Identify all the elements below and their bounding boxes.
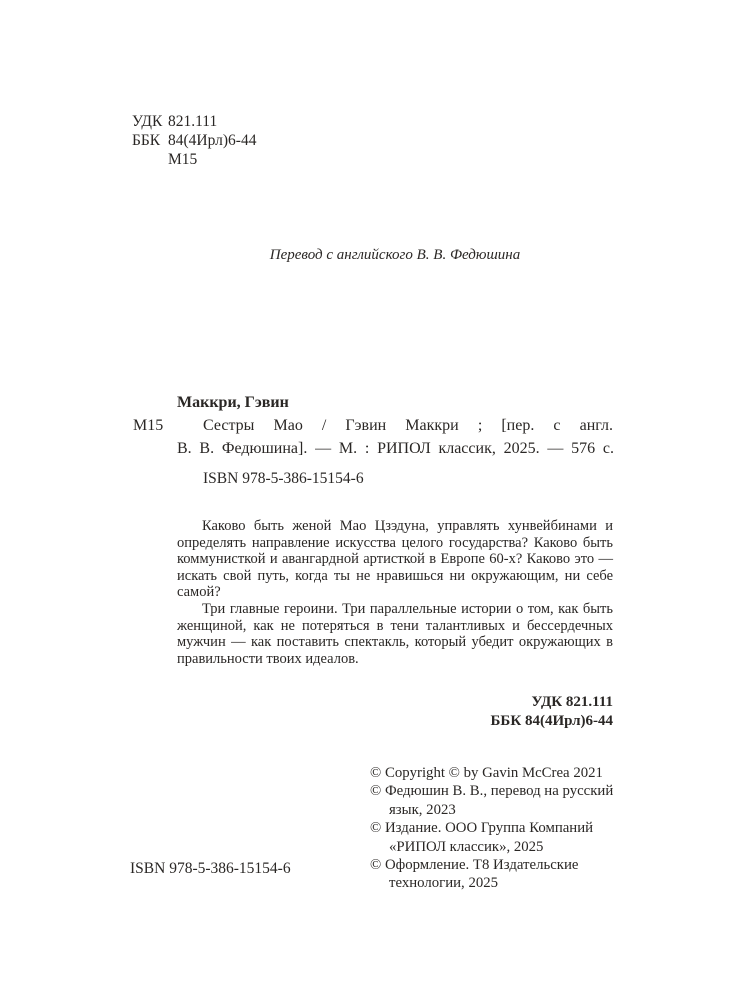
catalog-card-title-line1: Сестры Мао / Гэвин Маккри ; [пер. с англ. xyxy=(203,417,613,434)
bottom-isbn: ISBN 978-5-386-15154-6 xyxy=(130,860,291,877)
annotation-paragraph-1: Каково быть женой Мао Цзэдуна, управлять хунвейбинами и определять направление искусства целого государства? Каково быть коммунисткой и авангардной артисткой в Европе 60-х? Каково это — искать свой путь, когда ты не нравишься ни окружающим, ни себе самой? xyxy=(177,518,613,601)
udk-code-row xyxy=(132,112,256,131)
udk-value: 821.111 xyxy=(168,113,218,130)
author-sign: М15 xyxy=(168,151,198,168)
annotation-block xyxy=(177,518,613,667)
udk-code-right: УДК 821.111 xyxy=(531,694,613,710)
copyright-text: Copyright © by Gavin McCrea 2021 xyxy=(384,765,603,781)
copyright-item xyxy=(370,819,632,856)
catalog-card-title-line2: В. В. Федюшина]. — М. : РИПОЛ классик, 2025. — 576 с. xyxy=(177,440,614,457)
catalog-card-author: Маккри, Гэвин xyxy=(177,394,289,411)
author-sign-spacer xyxy=(132,150,168,169)
bbk-value: 84(4Ирл)6-44 xyxy=(168,132,257,149)
copyright-text: Оформление. Т8 Издательские технологии, 2025 xyxy=(384,857,579,892)
classification-codes-right xyxy=(353,693,613,731)
copyright-symbol: © xyxy=(370,820,382,837)
bbk-label: ББК xyxy=(132,132,161,149)
classification-codes-top xyxy=(132,112,256,169)
copyright-list xyxy=(370,764,632,893)
copyright-item xyxy=(370,856,632,893)
bbk-code-right: ББК 84(4Ирл)6-44 xyxy=(490,713,613,729)
copyright-text: Издание. ООО Группа Компаний «РИПОЛ классик», 2025 xyxy=(384,820,594,855)
translator-credit: Перевод с английского В. В. Федюшина xyxy=(269,247,521,263)
udk-label: УДК xyxy=(132,113,163,130)
author-sign-row xyxy=(132,150,256,169)
copyright-symbol: © xyxy=(370,857,382,874)
copyright-text: Федюшин В. В., перевод на русский язык, 2023 xyxy=(384,783,614,818)
copyright-symbol: © xyxy=(370,783,382,800)
copyright-symbol: © xyxy=(370,765,382,781)
copyright-item xyxy=(370,764,632,782)
catalog-card-isbn: ISBN 978-5-386-15154-6 xyxy=(203,470,364,487)
annotation-paragraph-2: Три главные героини. Три параллельные истории о том, как быть женщиной, как не потеряться в тени талантливых и бессердечных мужчин — как поставить спектакль, который убедит окружающих в правильности твоих идеалов. xyxy=(177,600,613,667)
copyright-item xyxy=(370,782,632,819)
catalog-card-author-sign: М15 xyxy=(133,417,164,434)
bbk-code-row xyxy=(132,131,256,150)
